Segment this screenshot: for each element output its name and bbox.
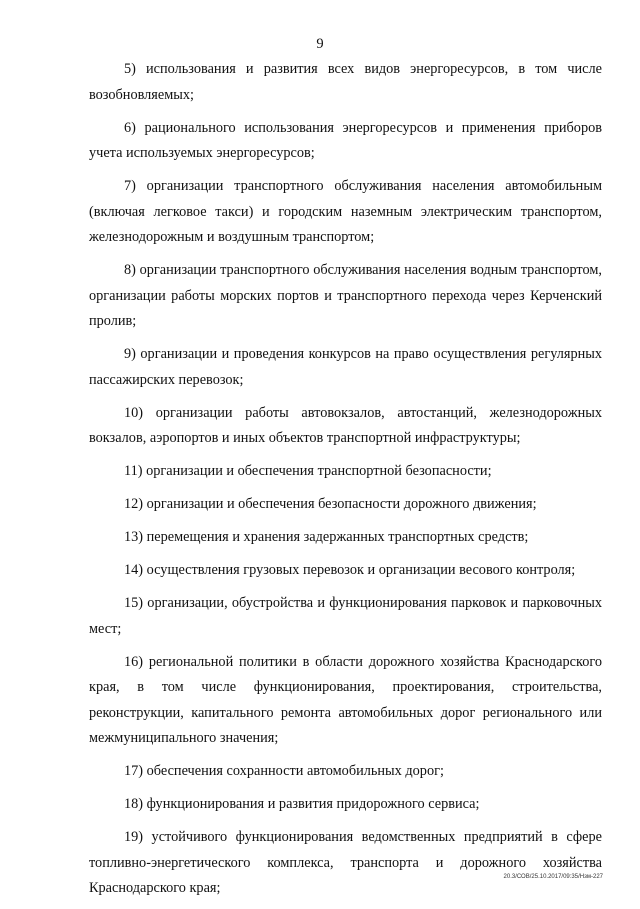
paragraph-item-5: 5) использования и развития всех видов энергоресурсов, в том числе возобновляемых; xyxy=(89,61,602,103)
paragraph-item-6: 6) рационального использования энергоресурсов и применения приборов учета используемых энергоресурсов; xyxy=(89,119,602,161)
paragraph-item-14: 14) осуществления грузовых перевозок и организации весового контроля; xyxy=(124,562,576,578)
paragraph-item-9: 9) организации и проведения конкурсов на право осуществления регулярных пассажирских перевозок; xyxy=(89,346,602,388)
paragraph-item-16: 16) региональной политики в области дорожного хозяйства Краснодарского края, в том числе функционирования, проектирования, строительства, реконструкции, капитального ремонта автомобильных дорог регионального или межмуниципального значения; xyxy=(89,653,602,746)
document-body xyxy=(89,57,602,909)
footer-document-code: 20.3/СОВ/25.10.2017/09:35/Нзм-227 xyxy=(503,874,603,880)
paragraph-item-12: 12) организации и обеспечения безопасности дорожного движения; xyxy=(124,496,537,512)
paragraph-item-18: 18) функционирования и развития придорожного сервиса; xyxy=(124,796,480,812)
paragraph-item-8: 8) организации транспортного обслуживания населения водным транспортом, организации работы морских портов и транспортного перехода через Керченский пролив; xyxy=(89,262,602,329)
paragraph-item-7: 7) организации транспортного обслуживания населения автомобильным (включая легковое такси) и городским наземным электрическим транспортом, железнодорожным и воздушным транспортом; xyxy=(89,178,602,245)
page-number: 9 xyxy=(316,36,324,52)
paragraph-item-10: 10) организации работы автовокзалов, автостанций, железнодорожных вокзалов, аэропортов и иных объектов транспортной инфраструктуры; xyxy=(89,404,602,446)
paragraph-item-15: 15) организации, обустройства и функционирования парковок и парковочных мест; xyxy=(89,595,602,637)
paragraph-item-17: 17) обеспечения сохранности автомобильных дорог; xyxy=(124,763,444,779)
paragraph-item-19: 19) устойчивого функционирования ведомственных предприятий в сфере топливно-энергетического комплекса, транспорта и дорожного хозяйства Краснодарского края; xyxy=(89,829,602,896)
paragraph-item-11: 11) организации и обеспечения транспортной безопасности; xyxy=(124,463,492,479)
paragraph-item-13: 13) перемещения и хранения задержанных транспортных средств; xyxy=(124,529,529,545)
